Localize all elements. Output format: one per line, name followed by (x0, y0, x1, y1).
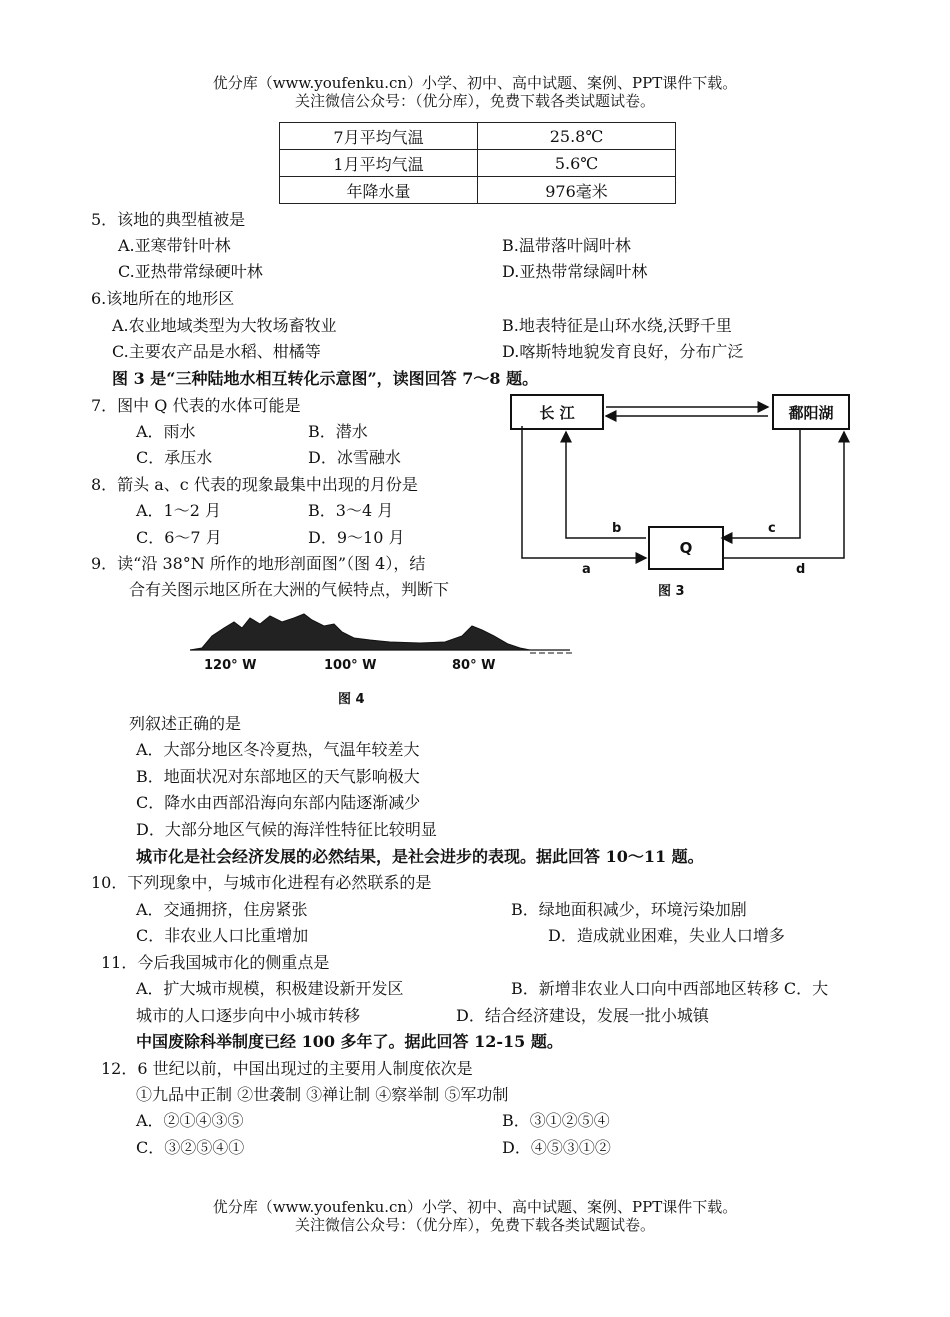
q7-option-b: B．潜水 (308, 422, 368, 441)
q8-stem: 8．箭头 a、c 代表的现象最集中出现的月份是 (91, 475, 418, 494)
q9-line-2: 合有关图示地区所在大洲的气候特点，判断下 (129, 580, 450, 599)
q8-option-d: D．9～10 月 (308, 528, 405, 547)
q6-option-a: A.农业地域类型为大牧场畜牧业 (112, 316, 337, 335)
q8-option-a: A．1～2 月 (136, 501, 222, 520)
label-d: d (796, 562, 806, 577)
arrow-d (722, 432, 844, 558)
box-q: Q (648, 526, 724, 570)
urban-intro: 城市化是社会经济发展的必然结果，是社会进步的表现。据此回答 10～11 题。 (136, 847, 704, 866)
q5-option-a: A.亚寒带针叶林 (118, 236, 231, 255)
footer-line-1: 优分库（www.youfenku.cn）小学、初中、高中试题、案例、PPT课件下载。 (212, 1198, 738, 1216)
figure-4 (190, 606, 585, 714)
q7-option-a: A．雨水 (136, 422, 196, 441)
q11-option-c: 城市的人口逐步向中小城市转移 (136, 1006, 361, 1025)
climate-table (279, 122, 676, 204)
q8-option-c: C．6～7 月 (136, 528, 222, 547)
table-row (280, 123, 676, 150)
footer-line-2: 关注微信公众号：（优分库），免费下载各类试题试卷。 (294, 1216, 655, 1234)
table-cell: 976毫米 (478, 177, 676, 204)
q5-option-b: B.温带落叶阔叶林 (502, 236, 631, 255)
q9-option-b: B．地面状况对东部地区的天气影响极大 (136, 767, 420, 786)
q8-option-b: B．3～4 月 (308, 501, 394, 520)
q6-stem: 6.该地所在的地形区 (91, 289, 235, 308)
q12-option-a: A．②①④③⑤ (136, 1111, 244, 1130)
q9-option-c: C．降水由西部沿海向东部内陆逐渐减少 (136, 793, 421, 812)
table-cell: 1月平均气温 (280, 150, 478, 177)
label-a: a (582, 562, 591, 577)
q9-option-d: D．大部分地区气候的海洋性特征比较明显 (136, 820, 437, 839)
q6-option-b: B.地表特征是山环水绕,沃野千里 (502, 316, 732, 335)
figure-4-caption: 图 4 (338, 692, 365, 707)
q11-option-b: B．新增非农业人口向中西部地区转移 C．大 (511, 979, 829, 998)
longitude-120w: 120° W (204, 658, 257, 673)
q9-option-a: A．大部分地区冬冷夏热，气温年较差大 (136, 740, 420, 759)
q10-option-b: B．绿地面积减少，环境污染加剧 (511, 900, 747, 919)
header-line-1: 优分库（www.youfenku.cn）小学、初中、高中试题、案例、PPT课件下载。 (212, 74, 738, 92)
q11-option-d: D．结合经济建设，发展一批小城镇 (456, 1006, 709, 1025)
q6-option-c: C.主要农产品是水稻、柑橘等 (112, 342, 321, 361)
q10-option-a: A．交通拥挤，住房紧张 (136, 900, 308, 919)
q5-stem: 5．该地的典型植被是 (91, 210, 246, 229)
q12-option-b: B．③①②⑤④ (502, 1111, 610, 1130)
q11-stem: 11．今后我国城市化的侧重点是 (101, 953, 330, 972)
arrow-c (722, 430, 800, 538)
q10-option-c: C．非农业人口比重增加 (136, 926, 309, 945)
terrain-profile (190, 606, 585, 666)
q11-option-a: A．扩大城市规模，积极建设新开发区 (136, 979, 404, 998)
arrow-b (566, 432, 646, 538)
q12-items: ①九品中正制 ②世袭制 ③禅让制 ④察举制 ⑤军功制 (136, 1085, 509, 1104)
table-cell: 7月平均气温 (280, 123, 478, 150)
q9-line-3: 列叙述正确的是 (129, 714, 242, 733)
table-row (280, 150, 676, 177)
figure-3-caption: 图 3 (658, 584, 685, 599)
table-row (280, 177, 676, 204)
q7-stem: 7．图中 Q 代表的水体可能是 (91, 396, 301, 415)
q6-option-d: D.喀斯特地貌发育良好，分布广泛 (502, 342, 744, 361)
q12-option-c: C．③②⑤④① (136, 1138, 245, 1157)
label-b: b (612, 521, 622, 536)
q12-stem: 12．6 世纪以前，中国出现过的主要用人制度依次是 (101, 1059, 473, 1078)
q10-option-d: D．造成就业困难，失业人口增多 (548, 926, 785, 945)
longitude-80w: 80° W (452, 658, 496, 673)
q7-option-c: C．承压水 (136, 448, 213, 467)
table-cell: 25.8℃ (478, 123, 676, 150)
figure-3 (506, 390, 851, 600)
q9-line-1: 9．读“沿 38°N 所作的地形剖面图”（图 4），结 (91, 554, 426, 573)
q10-stem: 10．下列现象中，与城市化进程有必然联系的是 (91, 873, 432, 892)
keju-intro: 中国废除科举制度已经 100 多年了。据此回答 12-15 题。 (136, 1032, 563, 1051)
box-yangtze: 长 江 (510, 394, 604, 430)
label-c: c (768, 521, 776, 536)
header-line-2: 关注微信公众号：（优分库），免费下载各类试题试卷。 (294, 92, 655, 110)
longitude-100w: 100° W (324, 658, 377, 673)
q7-option-d: D．冰雪融水 (308, 448, 401, 467)
q5-option-c: C.亚热带常绿硬叶林 (118, 262, 263, 281)
box-poyang: 鄱阳湖 (772, 394, 850, 430)
table-cell: 年降水量 (280, 177, 478, 204)
q5-option-d: D.亚热带常绿阔叶林 (502, 262, 648, 281)
table-cell: 5.6℃ (478, 150, 676, 177)
q12-option-d: D．④⑤③①② (502, 1138, 611, 1157)
fig3-intro: 图 3 是“三种陆地水相互转化示意图”，读图回答 7～8 题。 (112, 369, 539, 388)
